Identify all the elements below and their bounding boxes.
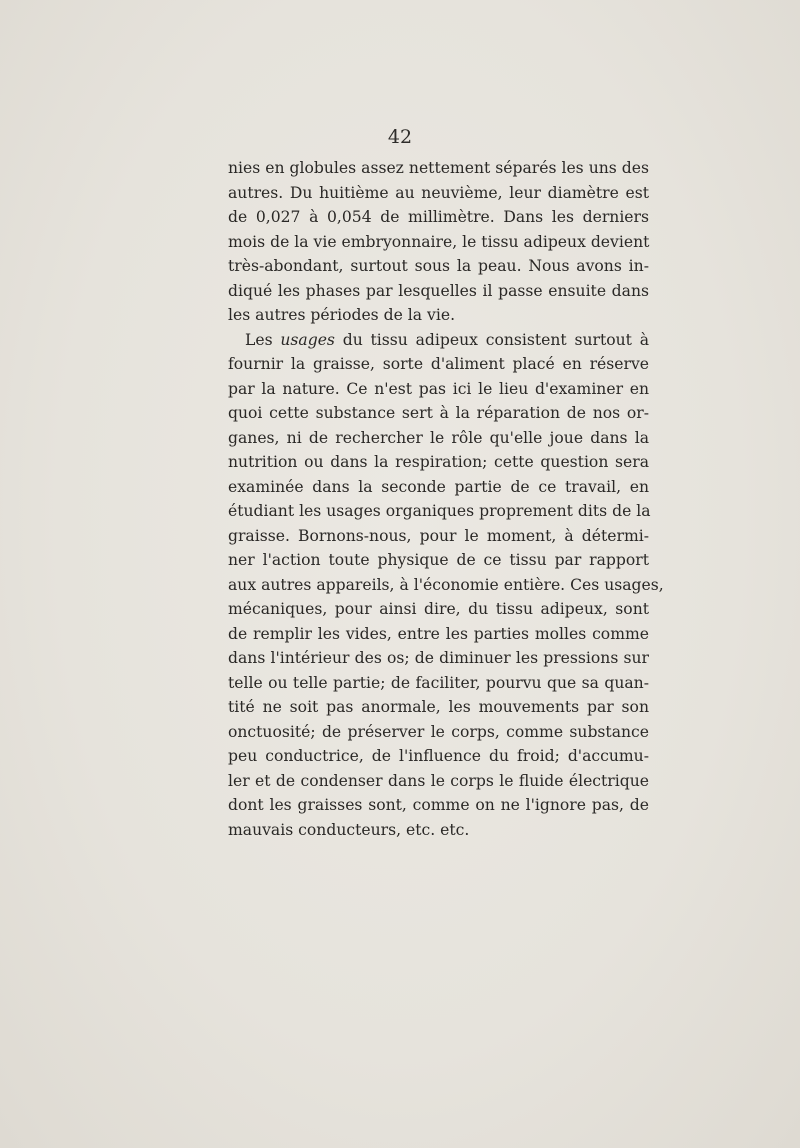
text-line: mécaniques, pour ainsi dire, du tissu adipeux, sont: [228, 600, 649, 618]
text-line: peu conductrice, de l'influence du froid; d'accumu-: [228, 747, 649, 765]
text-line: onctuosité; de préserver le corps, comme substance: [228, 722, 649, 741]
text-line: mois de la vie embryonnaire, le tissu adipeux devient: [228, 232, 650, 251]
text-line: dont les graisses sont, comme on ne l'ignore pas, de: [228, 796, 649, 814]
italic-term: usages: [280, 330, 335, 349]
text-line: les autres périodes de la vie.: [228, 306, 456, 324]
text-line: ler et de condenser dans le corps le fluide électrique: [228, 771, 649, 790]
text-line: par la nature. Ce n'est pas ici le lieu d'examiner en: [228, 379, 649, 398]
page-number: 42: [387, 126, 413, 148]
paragraph-first-line: [228, 328, 649, 353]
text-line: aux autres appareils, à l'économie entière. Ces usages,: [228, 575, 664, 594]
text-line: étudiant les usages organiques proprement dits de la: [228, 502, 651, 520]
text-line: tité ne soit pas anormale, les mouvements par son: [228, 698, 649, 716]
body-text: [228, 156, 664, 842]
text-line: de 0,027 à 0,054 de millimètre. Dans les derniers: [228, 208, 649, 226]
text-line: de remplir les vides, entre les parties molles comme: [228, 624, 649, 643]
text-line: très-abondant, surtout sous la peau. Nous avons in-: [228, 257, 649, 275]
text-line: nutrition ou dans la respiration; cette question sera: [228, 453, 649, 471]
text-line: ganes, ni de rechercher le rôle qu'elle joue dans la: [228, 428, 649, 447]
text-line: examinée dans la seconde partie de ce travail, en: [228, 477, 649, 496]
text-line: mauvais conducteurs, etc. etc.: [228, 820, 470, 839]
text-line: ner l'action toute physique de ce tissu par rapport: [228, 551, 649, 569]
text-line: quoi cette substance sert à la réparation de nos or-: [228, 404, 649, 422]
text-fragment: Les: [245, 330, 281, 349]
text-line: diqué les phases par lesquelles il passe ensuite dans: [228, 281, 649, 300]
text-fragment: du tissu adipeux consistent surtout à: [334, 330, 649, 349]
text-line: graisse. Bornons-nous, pour le moment, à détermi-: [228, 526, 649, 545]
text-line: nies en globules assez nettement séparés les uns des: [228, 159, 649, 177]
text-line: dans l'intérieur des os; de diminuer les pressions sur: [228, 649, 649, 667]
text-line: telle ou telle partie; de faciliter, pourvu que sa quan-: [228, 673, 649, 692]
text-line: fournir la graisse, sorte d'aliment placé en réserve: [228, 355, 649, 373]
text-line: autres. Du huitième au neuvième, leur diamètre est: [228, 183, 649, 202]
